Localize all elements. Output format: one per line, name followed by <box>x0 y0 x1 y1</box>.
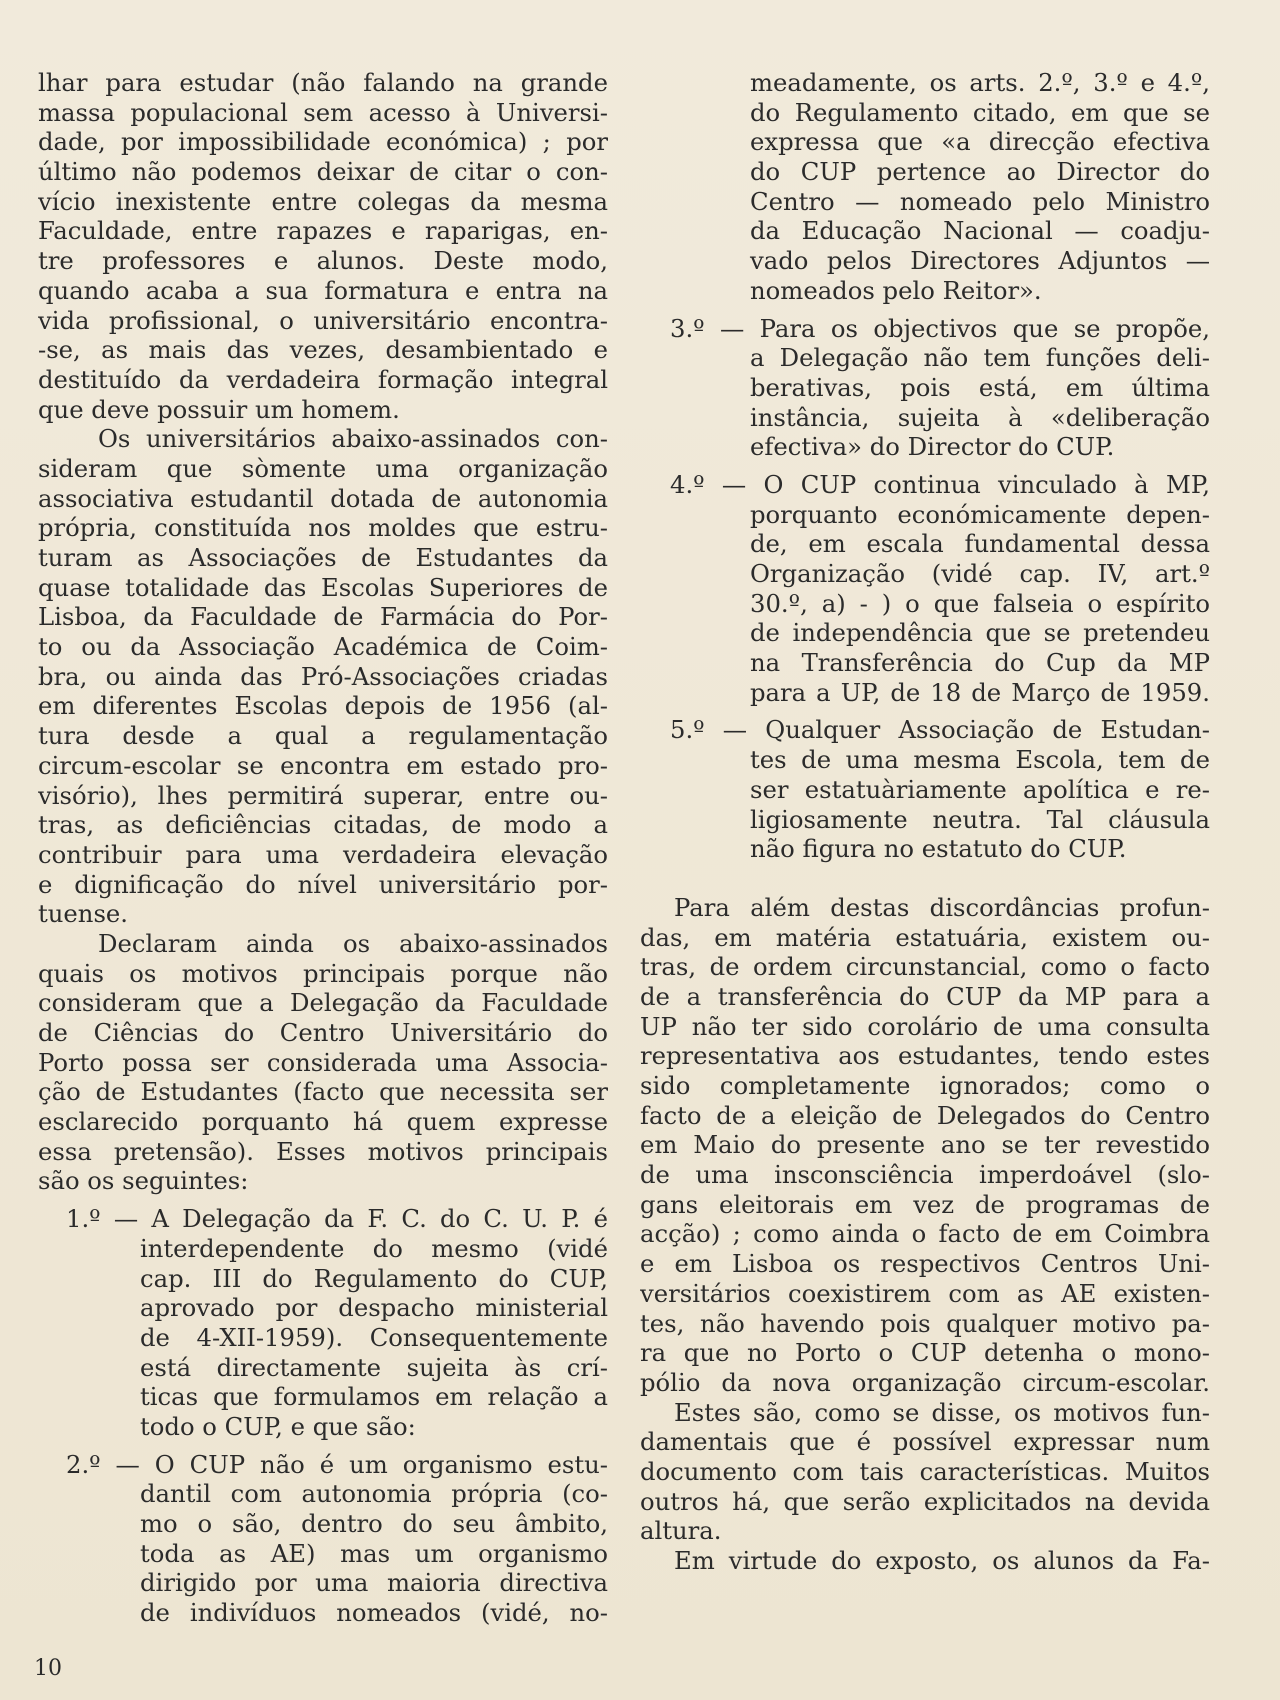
text-line: na Transferência do Cup da MP <box>750 648 1210 678</box>
text-line: do CUP pertence ao Director do <box>750 157 1210 187</box>
text-line: quase totalidade das Escolas Superiores de <box>38 572 608 602</box>
text-line: ção de Estudantes (facto que necessita ser <box>38 1077 608 1107</box>
text-line: vado pelos Directores Adjuntos — <box>750 246 1210 276</box>
text-line: em diferentes Escolas depois de 1956 (al- <box>38 691 608 721</box>
text-line: gans eleitorais em vez de programas de <box>640 1189 1210 1219</box>
text-line: Os universitários abaixo-assinados con- <box>98 424 608 454</box>
page-number: 10 <box>34 1656 62 1681</box>
text-line: mo o são, dentro do seu âmbito, <box>140 1509 608 1538</box>
text-line: Para além destas discordâncias profun- <box>674 892 1210 922</box>
text-line: essa pretensão). Esses motivos principais <box>38 1136 608 1166</box>
text-line: de, em escala fundamental dessa <box>750 529 1210 559</box>
text-line: Em virtude do exposto, os alunos da Fa- <box>674 1546 1210 1575</box>
text-line: que deve possuir um homem. <box>38 394 400 424</box>
text-line: damentais que é possível expressar num <box>640 1427 1210 1457</box>
text-line: está directamente sujeita às crí- <box>140 1352 608 1382</box>
text-line: meadamente, os arts. 2.º, 3.º e 4.º, <box>750 68 1210 97</box>
text-line: interdependente do mesmo (vidé <box>140 1233 608 1263</box>
text-line: própria, constituída nos moldes que estru- <box>38 513 608 543</box>
text-line: 2.º — O CUP não é um organismo estu- <box>66 1449 608 1479</box>
text-line: versitários coexistirem com as AE existen- <box>640 1278 1210 1308</box>
text-line: ligiosamente neutra. Tal cláusula <box>750 804 1210 834</box>
text-line: 5.º — Qualquer Associação de Estudan- <box>670 715 1210 745</box>
text-line: efectiva» do Director do CUP. <box>750 432 1115 462</box>
text-line: pólio da nova organização circum-escolar. <box>640 1367 1210 1397</box>
text-line: ticas que formulamos em relação a <box>140 1382 608 1412</box>
spacer <box>640 306 1210 314</box>
text-line: 30.º, a) - ) o que falseia o espírito <box>750 588 1210 618</box>
text-line: a Delegação não tem funções deli- <box>750 343 1210 373</box>
text-line: associativa estudantil dotada de autonomia <box>38 483 608 513</box>
right-text-column <box>640 68 1210 1576</box>
text-line: dade, por impossibilidade económica) ; por <box>38 127 608 157</box>
text-line: outros há, que serão explicitados na devida <box>640 1486 1210 1516</box>
text-line: ser estatuàriamente apolítica e re- <box>750 774 1210 804</box>
text-line: de uma insconsciência imperdoável (slo- <box>640 1160 1210 1190</box>
text-line: de 4-XII-1959). Consequentemente <box>140 1322 608 1352</box>
text-line: tuense. <box>38 899 129 929</box>
text-line: facto de a eleição de Delegados do Centro <box>640 1100 1210 1130</box>
text-line: nomeados pelo Reitor». <box>750 275 1042 305</box>
text-line: para a UP, de 18 de Março de 1959. <box>750 677 1210 707</box>
text-line: último não podemos deixar de citar o con- <box>38 157 608 187</box>
text-line: das, em matéria estatuária, existem ou- <box>640 922 1210 952</box>
text-line: documento com tais características. Muitos <box>640 1456 1210 1486</box>
left-text-column <box>38 68 608 1628</box>
spacer <box>640 864 1210 893</box>
text-line: consideram que a Delegação da Faculdade <box>38 988 608 1018</box>
text-line: quais os motivos principais porque não <box>38 958 608 988</box>
text-line: porquanto económicamente depen- <box>750 499 1210 529</box>
text-line: de Ciências do Centro Universitário do <box>38 1018 608 1047</box>
text-line: e em Lisboa os respectivos Centros Uni- <box>640 1249 1210 1279</box>
text-line: destituído da verdadeira formação integral <box>38 364 608 394</box>
text-line: não figura no estatuto do CUP. <box>750 834 1127 864</box>
text-line: vício inexistente entre colegas da mesma <box>38 186 608 216</box>
text-line: 1.º — A Delegação da F. C. do C. U. P. é <box>66 1204 608 1234</box>
text-line: -se, as mais das vezes, desambientado e <box>38 335 608 365</box>
text-line: tras, as deficiências citadas, de modo a <box>38 810 608 840</box>
spacer <box>640 462 1210 470</box>
text-line: to ou da Associação Académica de Coim- <box>38 632 608 662</box>
text-line: cap. III do Regulamento do CUP, <box>140 1263 608 1293</box>
text-line: Estes são, como se disse, os motivos fun- <box>674 1397 1210 1427</box>
text-line: ra que no Porto o CUP detenha o mono- <box>640 1338 1210 1368</box>
text-line: tre professores e alunos. Deste modo, <box>38 246 608 276</box>
text-line: acção) ; como ainda o facto de em Coimbra <box>640 1219 1210 1249</box>
text-line: de indivíduos nomeados (vidé, no- <box>140 1598 608 1628</box>
text-line: altura. <box>640 1516 722 1546</box>
text-line: dantil com autonomia própria (co- <box>140 1479 608 1509</box>
text-line: Organização (vidé cap. IV, art.º <box>750 559 1210 588</box>
text-line: contribuir para uma verdadeira elevação <box>38 839 608 869</box>
text-line: Centro — nomeado pelo Ministro <box>750 186 1210 216</box>
spacer <box>38 1442 608 1450</box>
text-line: bra, ou ainda das Pró-Associações criadas <box>38 661 608 691</box>
text-line: UP não ter sido corolário de uma consulta <box>640 1011 1210 1041</box>
text-line: aprovado por despacho ministerial <box>140 1293 608 1323</box>
text-line: lhar para estudar (não falando na grande <box>38 68 608 97</box>
text-line: 4.º — O CUP continua vinculado à MP, <box>670 469 1210 499</box>
text-line: em Maio do presente ano se ter revestido <box>640 1130 1210 1160</box>
text-line: vida profissional, o universitário encontra- <box>38 305 608 335</box>
text-line: massa populacional sem acesso à Universi- <box>38 97 608 127</box>
text-line: tes, não havendo pois qualquer motivo pa- <box>640 1308 1210 1338</box>
text-line: Declaram ainda os abaixo-assinados <box>98 928 608 958</box>
text-line: quando acaba a sua formatura e entra na <box>38 275 608 305</box>
text-line: representativa aos estudantes, tendo estes <box>640 1041 1210 1071</box>
spacer <box>38 1196 608 1204</box>
text-line: Porto possa ser considerada uma Associa- <box>38 1047 608 1077</box>
text-line: são os seguintes: <box>38 1166 249 1196</box>
text-line: dirigido por uma maioria directiva <box>140 1568 608 1598</box>
text-line: e dignificação do nível universitário por- <box>38 869 608 899</box>
text-line: de independência que se pretendeu <box>750 618 1210 648</box>
text-line: Faculdade, entre rapazes e raparigas, en- <box>38 216 608 246</box>
text-line: de a transferência do CUP da MP para a <box>640 981 1210 1011</box>
text-line: toda as AE) mas um organismo <box>140 1538 608 1568</box>
text-line: esclarecido porquanto há quem expresse <box>38 1107 608 1137</box>
text-line: circum-escolar se encontra em estado pro- <box>38 750 608 780</box>
text-line: da Educação Nacional — coadju- <box>750 216 1210 246</box>
text-line: tras, de ordem circunstancial, como o facto <box>640 952 1210 982</box>
spacer <box>640 707 1210 715</box>
text-line: sideram que sòmente uma organização <box>38 453 608 483</box>
text-line: 3.º — Para os objectivos que se propõe, <box>670 313 1210 343</box>
text-line: todo o CUP, e que são: <box>140 1411 416 1441</box>
text-line: expressa que «a direcção efectiva <box>750 127 1210 157</box>
text-line: tes de uma mesma Escola, tem de <box>750 745 1210 775</box>
text-line: do Regulamento citado, em que se <box>750 97 1210 127</box>
text-line: visório), lhes permitirá superar, entre ou- <box>38 780 608 810</box>
text-line: tura desde a qual a regulamentação <box>38 721 608 751</box>
text-line: Lisboa, da Faculdade de Farmácia do Por- <box>38 602 608 632</box>
text-line: sido completamente ignorados; como o <box>640 1071 1210 1100</box>
text-line: instância, sujeita à «deliberação <box>750 402 1210 432</box>
text-line: berativas, pois está, em última <box>750 372 1210 402</box>
text-line: turam as Associações de Estudantes da <box>38 543 608 572</box>
